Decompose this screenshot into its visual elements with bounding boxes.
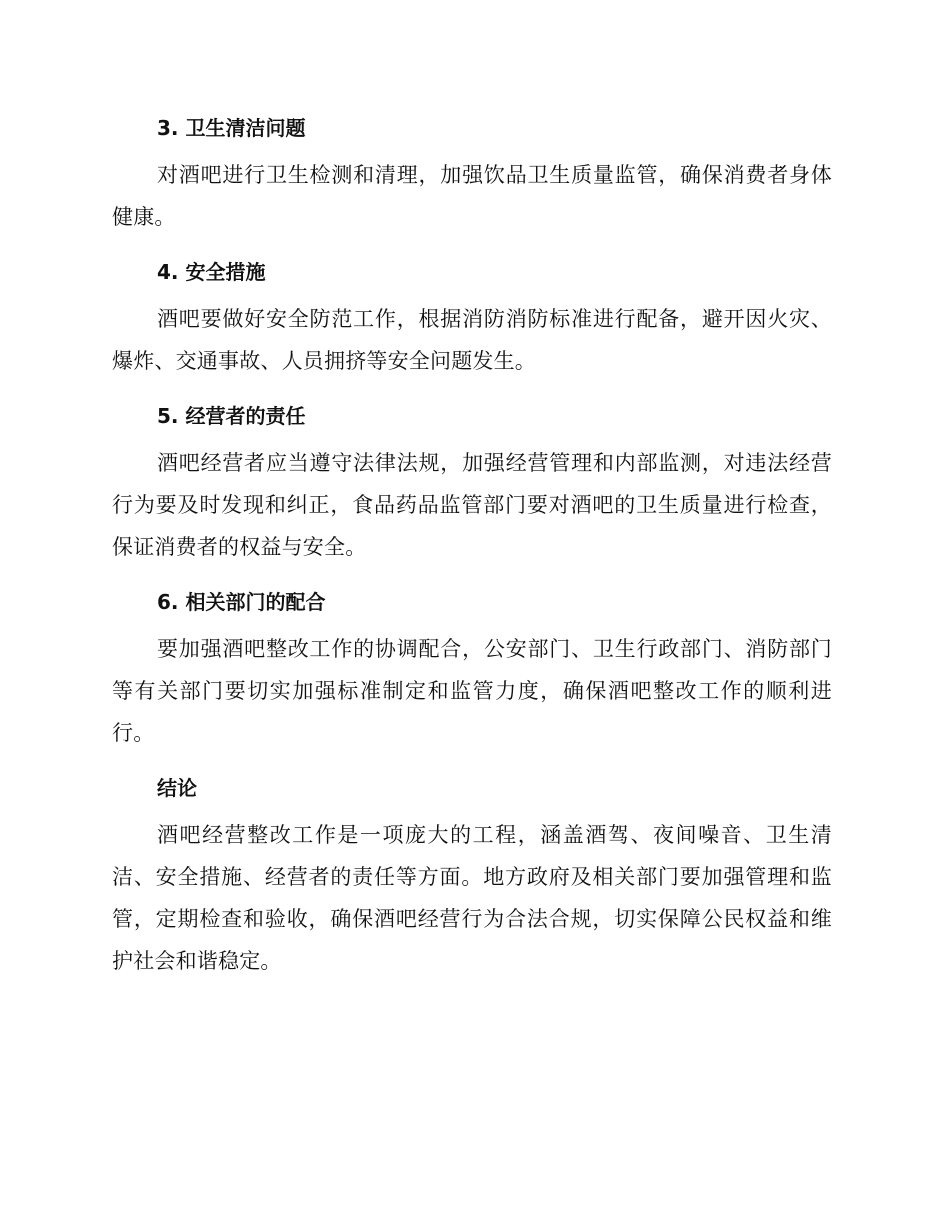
- section-paragraph: 对酒吧进行卫生检测和清理，加强饮品卫生质量监管，确保消费者身体健康。: [112, 163, 832, 229]
- section-heading: 6. 相关部门的配合: [157, 590, 326, 614]
- section-heading: 4. 安全措施: [157, 260, 266, 284]
- section-operator-responsibility: [112, 396, 832, 568]
- section-heading: 结论: [157, 776, 197, 800]
- section-paragraph: 酒吧经营者应当遵守法律法规，加强经营管理和内部监测，对违法经营行为要及时发现和纠正，食品药品监管部门要对酒吧的卫生质量进行检查，保证消费者的权益与安全。: [112, 451, 832, 559]
- section-conclusion: [112, 768, 832, 982]
- section-paragraph: 酒吧经营整改工作是一项庞大的工程，涵盖酒驾、夜间噪音、卫生清洁、安全措施、经营者的责任等方面。地方政府及相关部门要加强管理和监管，定期检查和验收，确保酒吧经营行为合法合规，切实保障公民权益和维护社会和谐稳定。: [112, 823, 832, 973]
- section-heading: 5. 经营者的责任: [157, 404, 306, 428]
- section-paragraph: 酒吧要做好安全防范工作，根据消防消防标准进行配备，避开因火灾、爆炸、交通事故、人员拥挤等安全问题发生。: [112, 307, 832, 373]
- section-department-coordination: [112, 582, 832, 754]
- document-content: [112, 108, 832, 996]
- section-heading: 3. 卫生清洁问题: [157, 116, 306, 140]
- section-paragraph: 要加强酒吧整改工作的协调配合，公安部门、卫生行政部门、消防部门等有关部门要切实加强标准制定和监管力度，确保酒吧整改工作的顺利进行。: [112, 637, 832, 745]
- section-safety: [112, 252, 832, 382]
- section-hygiene: [112, 108, 832, 238]
